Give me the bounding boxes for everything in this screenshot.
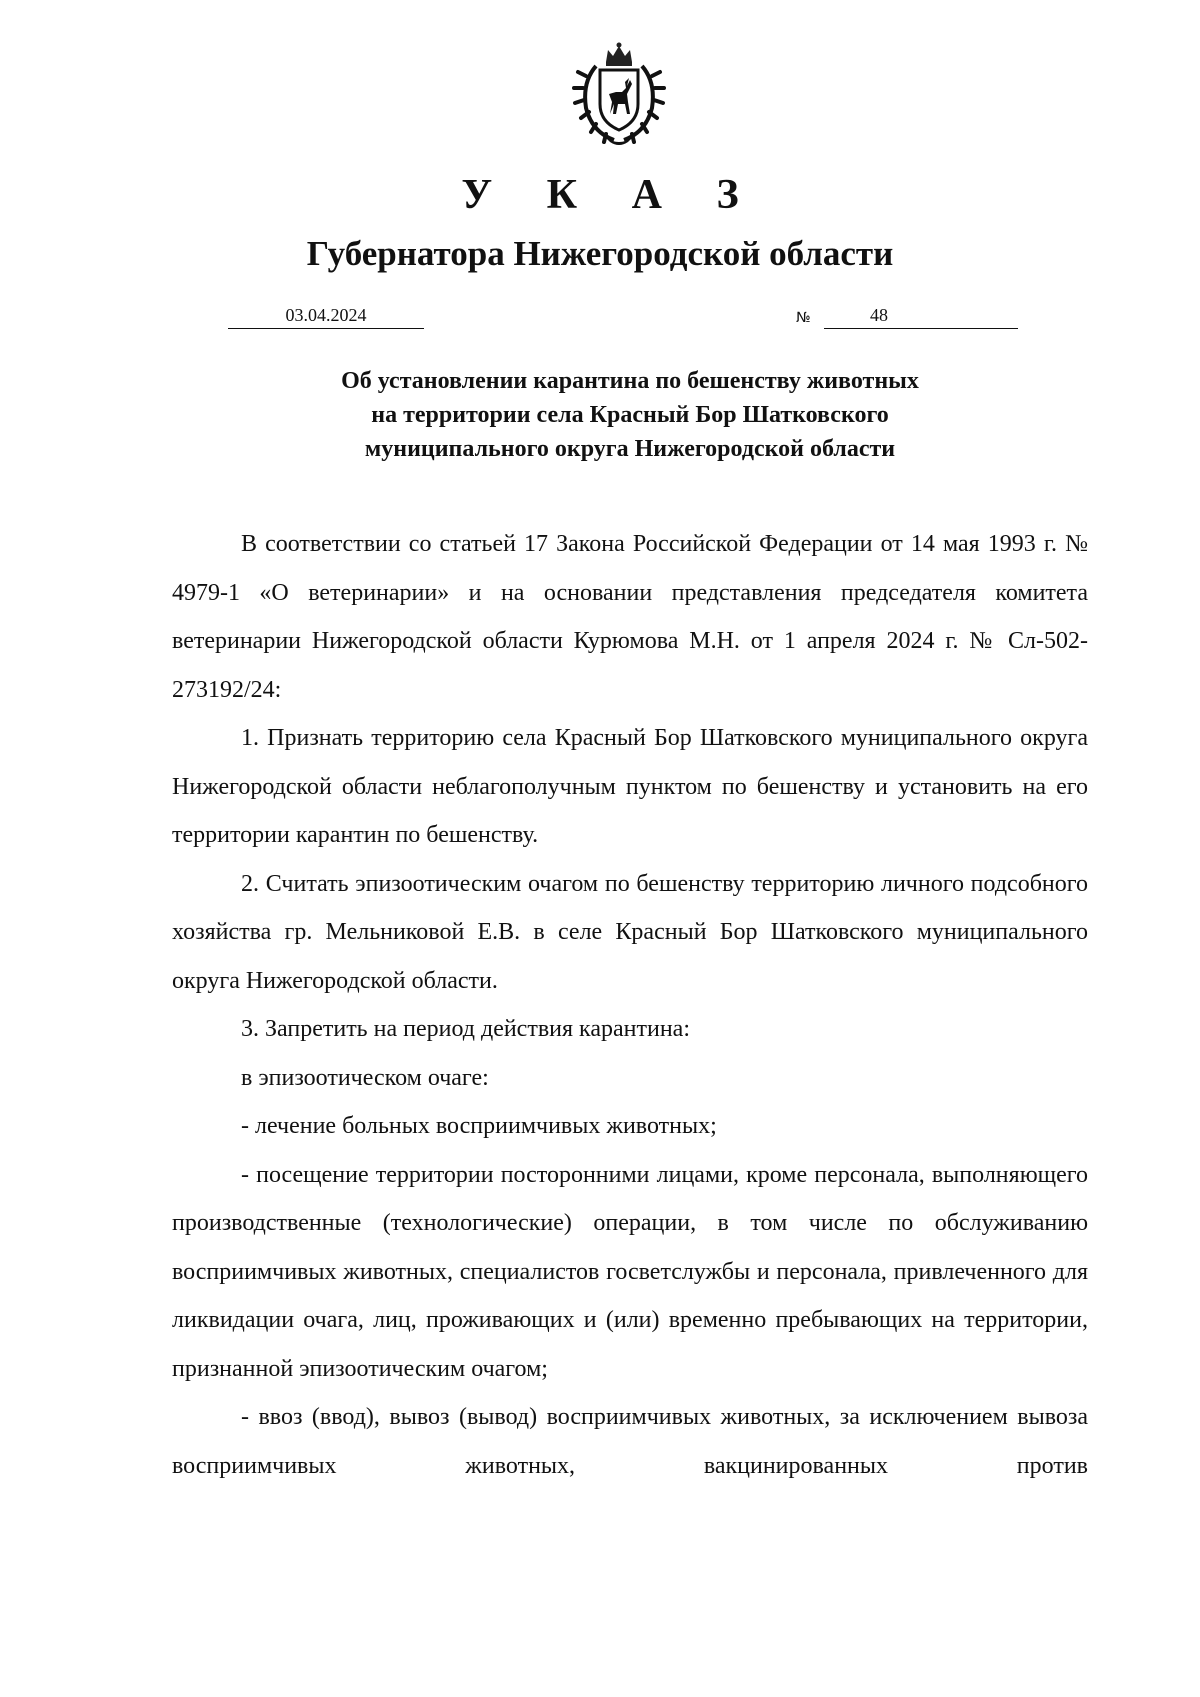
paragraph-item-2: 2. Считать эпизоотическим очагом по бешенству территорию личного подсобного хозяйства гр. Мельниковой Е.В. в селе Красный Бор Шатковского муниципального округа Нижегородской области. <box>172 870 1088 994</box>
heading-line: муниципального округа Нижегородской области <box>364 436 896 462</box>
document-body <box>172 520 1088 1490</box>
paragraph-item-3-subheading: в эпизоотическом очаге: <box>241 1064 489 1091</box>
heading-line: на территории села Красный Бор Шатковского <box>371 402 889 428</box>
number-sign: № <box>796 310 811 326</box>
document-date: 03.04.2024 <box>228 303 424 329</box>
document-heading <box>200 364 1060 466</box>
coat-of-arms-emblem <box>572 42 666 146</box>
paragraph-item-3-point: - лечение больных восприимчивых животных; <box>241 1113 717 1139</box>
paragraph-item-3: 3. Запретить на период действия карантина: <box>241 1016 690 1042</box>
heading-line: Об установлении карантина по бешенству животных <box>341 368 919 394</box>
paragraph-item-3-point: - посещение территории посторонними лицами, кроме персонала, выполняющего производственные (технологические) операции, в том числе по обслуживанию восприимчивых животных, специалистов госветслужбы и персонала, привлеченного для ликвидации очага, лиц, проживающих и (или) временно пребывающих на территории, признанной эпизоотическим очагом; <box>172 1161 1088 1382</box>
paragraph-item-1: 1. Признать территорию села Красный Бор Шатковского муниципального округа Нижегородской области неблагополучным пунктом по бешенству и установить на его территории карантин по бешенству. <box>172 725 1088 848</box>
paragraph-item-3-point: - ввоз (ввод), вывоз (вывод) восприимчивых животных, за исключением вывоза восприимчивых животных, вакцинированных против <box>172 1404 1088 1479</box>
paragraph-preamble: В соответствии со статьей 17 Закона Российской Федерации от 14 мая 1993 г. № 4979-1 «О ветеринарии» и на основании представления председателя комитета ветеринарии Нижегородской области Курюмова М.Н. от 1 апреля 2024 г. № Сл-502-273192/24: <box>172 531 1088 703</box>
document-number-field <box>824 303 1018 329</box>
document-title: У К А З <box>461 172 761 218</box>
document-number: 48 <box>870 305 888 325</box>
document-subtitle: Губернатора Нижегородской области <box>306 234 894 273</box>
